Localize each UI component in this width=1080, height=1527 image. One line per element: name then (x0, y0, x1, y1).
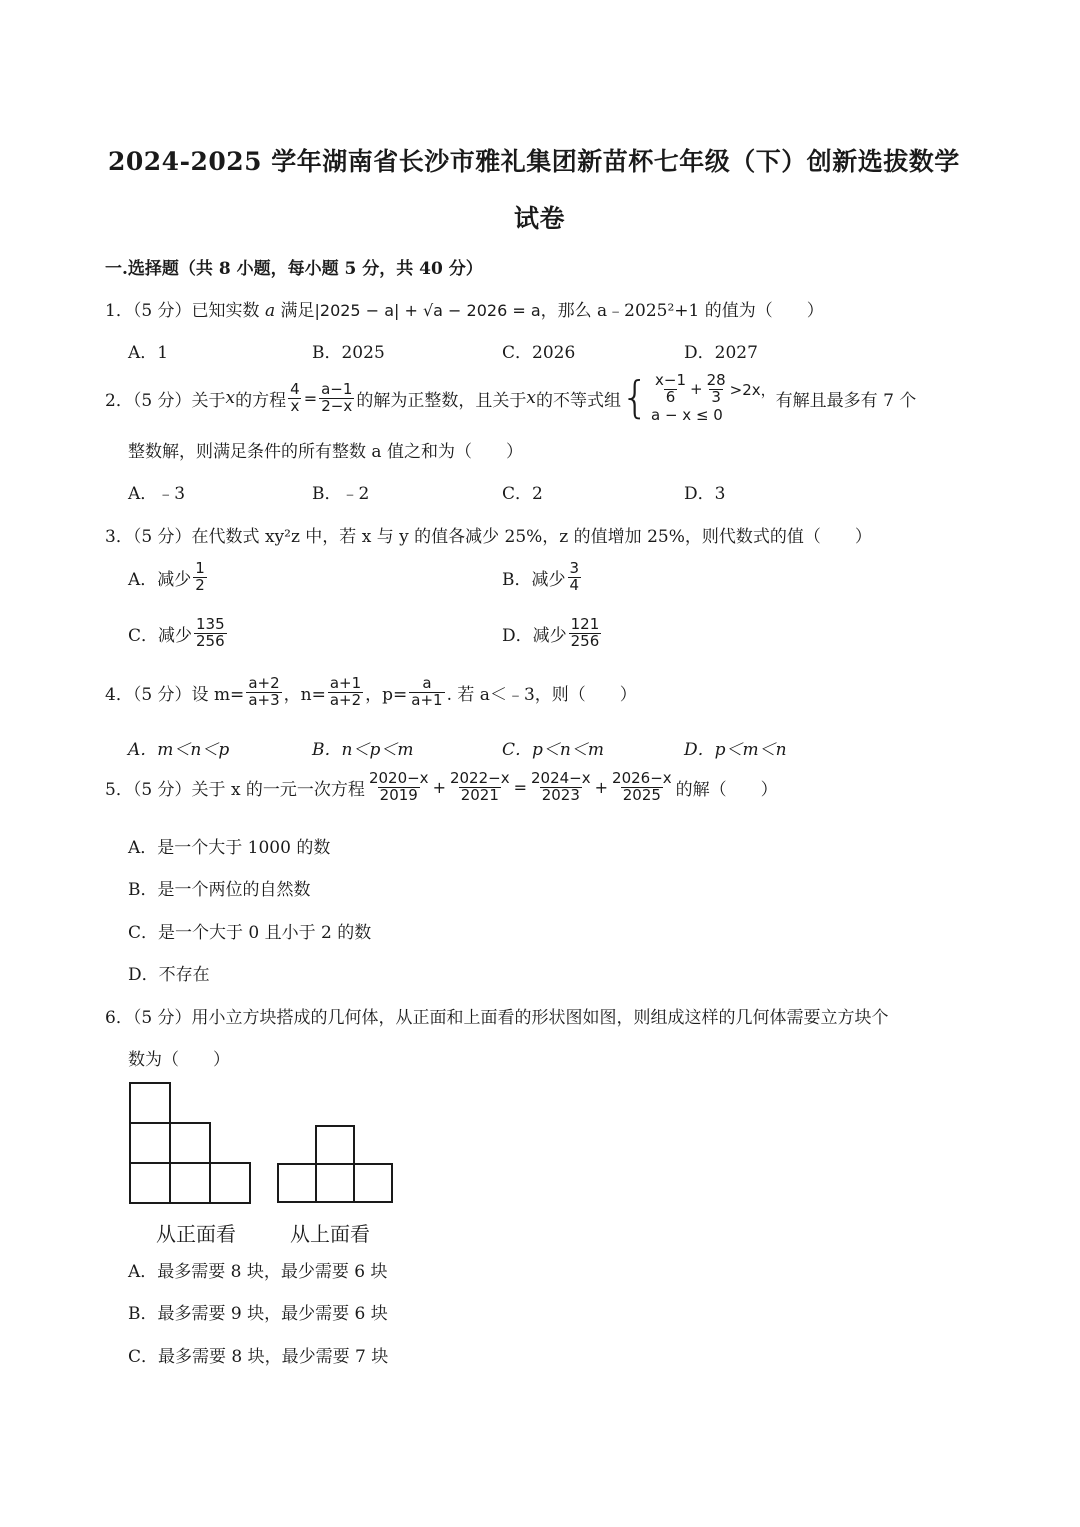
q2-option-b: B．﹣2 (312, 484, 370, 504)
q2-fraction-1: $\frac{4}{x}$ (290, 380, 300, 415)
question-6: 6．（5 分）用小立方块搭成的几何体，从正面和上面看的形状图如图，则组成这样的几何体需要立方块个 (105, 1008, 889, 1028)
q4-option-a: A．m＜n＜p (128, 740, 230, 760)
q6-option-c: C．最多需要 8 块，最少需要 7 块 (128, 1347, 389, 1367)
top-view-figure (274, 1123, 398, 1207)
q1-option-a: A．1 (128, 343, 169, 363)
q6-option-a: A．最多需要 8 块，最少需要 6 块 (128, 1262, 388, 1282)
question-2: 2．（5 分）关于 x 的方程 $\frac{4}{x}$ = $\frac{a-1}{2-x}$ 的解为正整数，且关于 x 的不等式组 { $\frac{x-1}{6}$ + $\frac{28}{3}$ >2x， a − x ≤ 0 有解且最多有 7 个 (105, 371, 917, 424)
q2-option-c: C．2 (502, 484, 543, 504)
question-2-line2: 整数解，则满足条件的所有整数 a 值之和为（ ） (128, 442, 523, 462)
top-view-label: 从上面看 (290, 1222, 370, 1246)
q5-option-b: B．是一个两位的自然数 (128, 880, 311, 900)
q1-option-b: B．2025 (312, 343, 385, 363)
q5-option-d: D．不存在 (128, 965, 210, 985)
section-heading: 一.选择题（共 8 小题，每小题 5 分，共 40 分） (105, 259, 483, 279)
q6-option-b: B．最多需要 9 块，最少需要 6 块 (128, 1304, 388, 1324)
q1-option-c: C．2026 (502, 343, 576, 363)
q4-option-d: D．p＜m＜n (684, 740, 787, 760)
q2-option-a: A．﹣3 (128, 484, 186, 504)
q3-option-d: D．减少 $\frac{121}{256}$ (502, 615, 600, 650)
page-title-line2: 试卷 (514, 204, 566, 233)
question-3: 3．（5 分）在代数式 xy²z 中，若 x 与 y 的值各减少 25%，z 的值增加 25%，则代数式的值（ ） (105, 527, 872, 547)
question-1: 1．（5 分）已知实数 a 满足|2025 − a| + √a − 2026 = a，那么 a﹣2025²+1 的值为（ ） (105, 301, 824, 321)
q2-fraction-2: $\frac{a-1}{2-x}$ (321, 380, 353, 415)
q5-option-a: A．是一个大于 1000 的数 (128, 838, 331, 858)
q2-option-d: D．3 (684, 484, 726, 504)
q2-inequality-system: { $\frac{x-1}{6}$ + $\frac{28}{3}$ >2x， a − x ≤ 0 (621, 371, 776, 424)
question-4: 4．（5 分）设 m= $\frac{a+2}{a+3}$ ，n= $\frac{a+1}{a+2}$ ，p= $\frac{a}{a+1}$ . 若 a＜﹣3，则（ ） (105, 674, 637, 709)
question-5: 5．（5 分）关于 x 的一元一次方程 $\frac{2020-x}{2019}$ + $\frac{2022-x}{2021}$ = $\frac{2024-x}{2023}$ + $\frac{2026-x}{2025}$ 的解（ ） (105, 769, 778, 804)
question-6-line2: 数为（ ） (128, 1050, 230, 1070)
q1-option-d: D．2027 (684, 343, 758, 363)
q5-option-c: C．是一个大于 0 且小于 2 的数 (128, 923, 372, 943)
q3-option-c: C．减少 $\frac{135}{256}$ (128, 615, 225, 650)
q4-option-c: C．p＜n＜m (502, 740, 604, 760)
q3-option-a: A．减少 $\frac{1}{2}$ (128, 559, 205, 594)
page-title: 2024-2025 学年湖南省长沙市雅礼集团新苗杯七年级（下）创新选拔数学 (108, 147, 960, 176)
q4-option-b: B．n＜p＜m (312, 740, 414, 760)
q3-option-b: B．减少 $\frac{3}{4}$ (502, 559, 580, 594)
front-view-label: 从正面看 (156, 1222, 236, 1246)
front-view-figure (126, 1080, 256, 1206)
